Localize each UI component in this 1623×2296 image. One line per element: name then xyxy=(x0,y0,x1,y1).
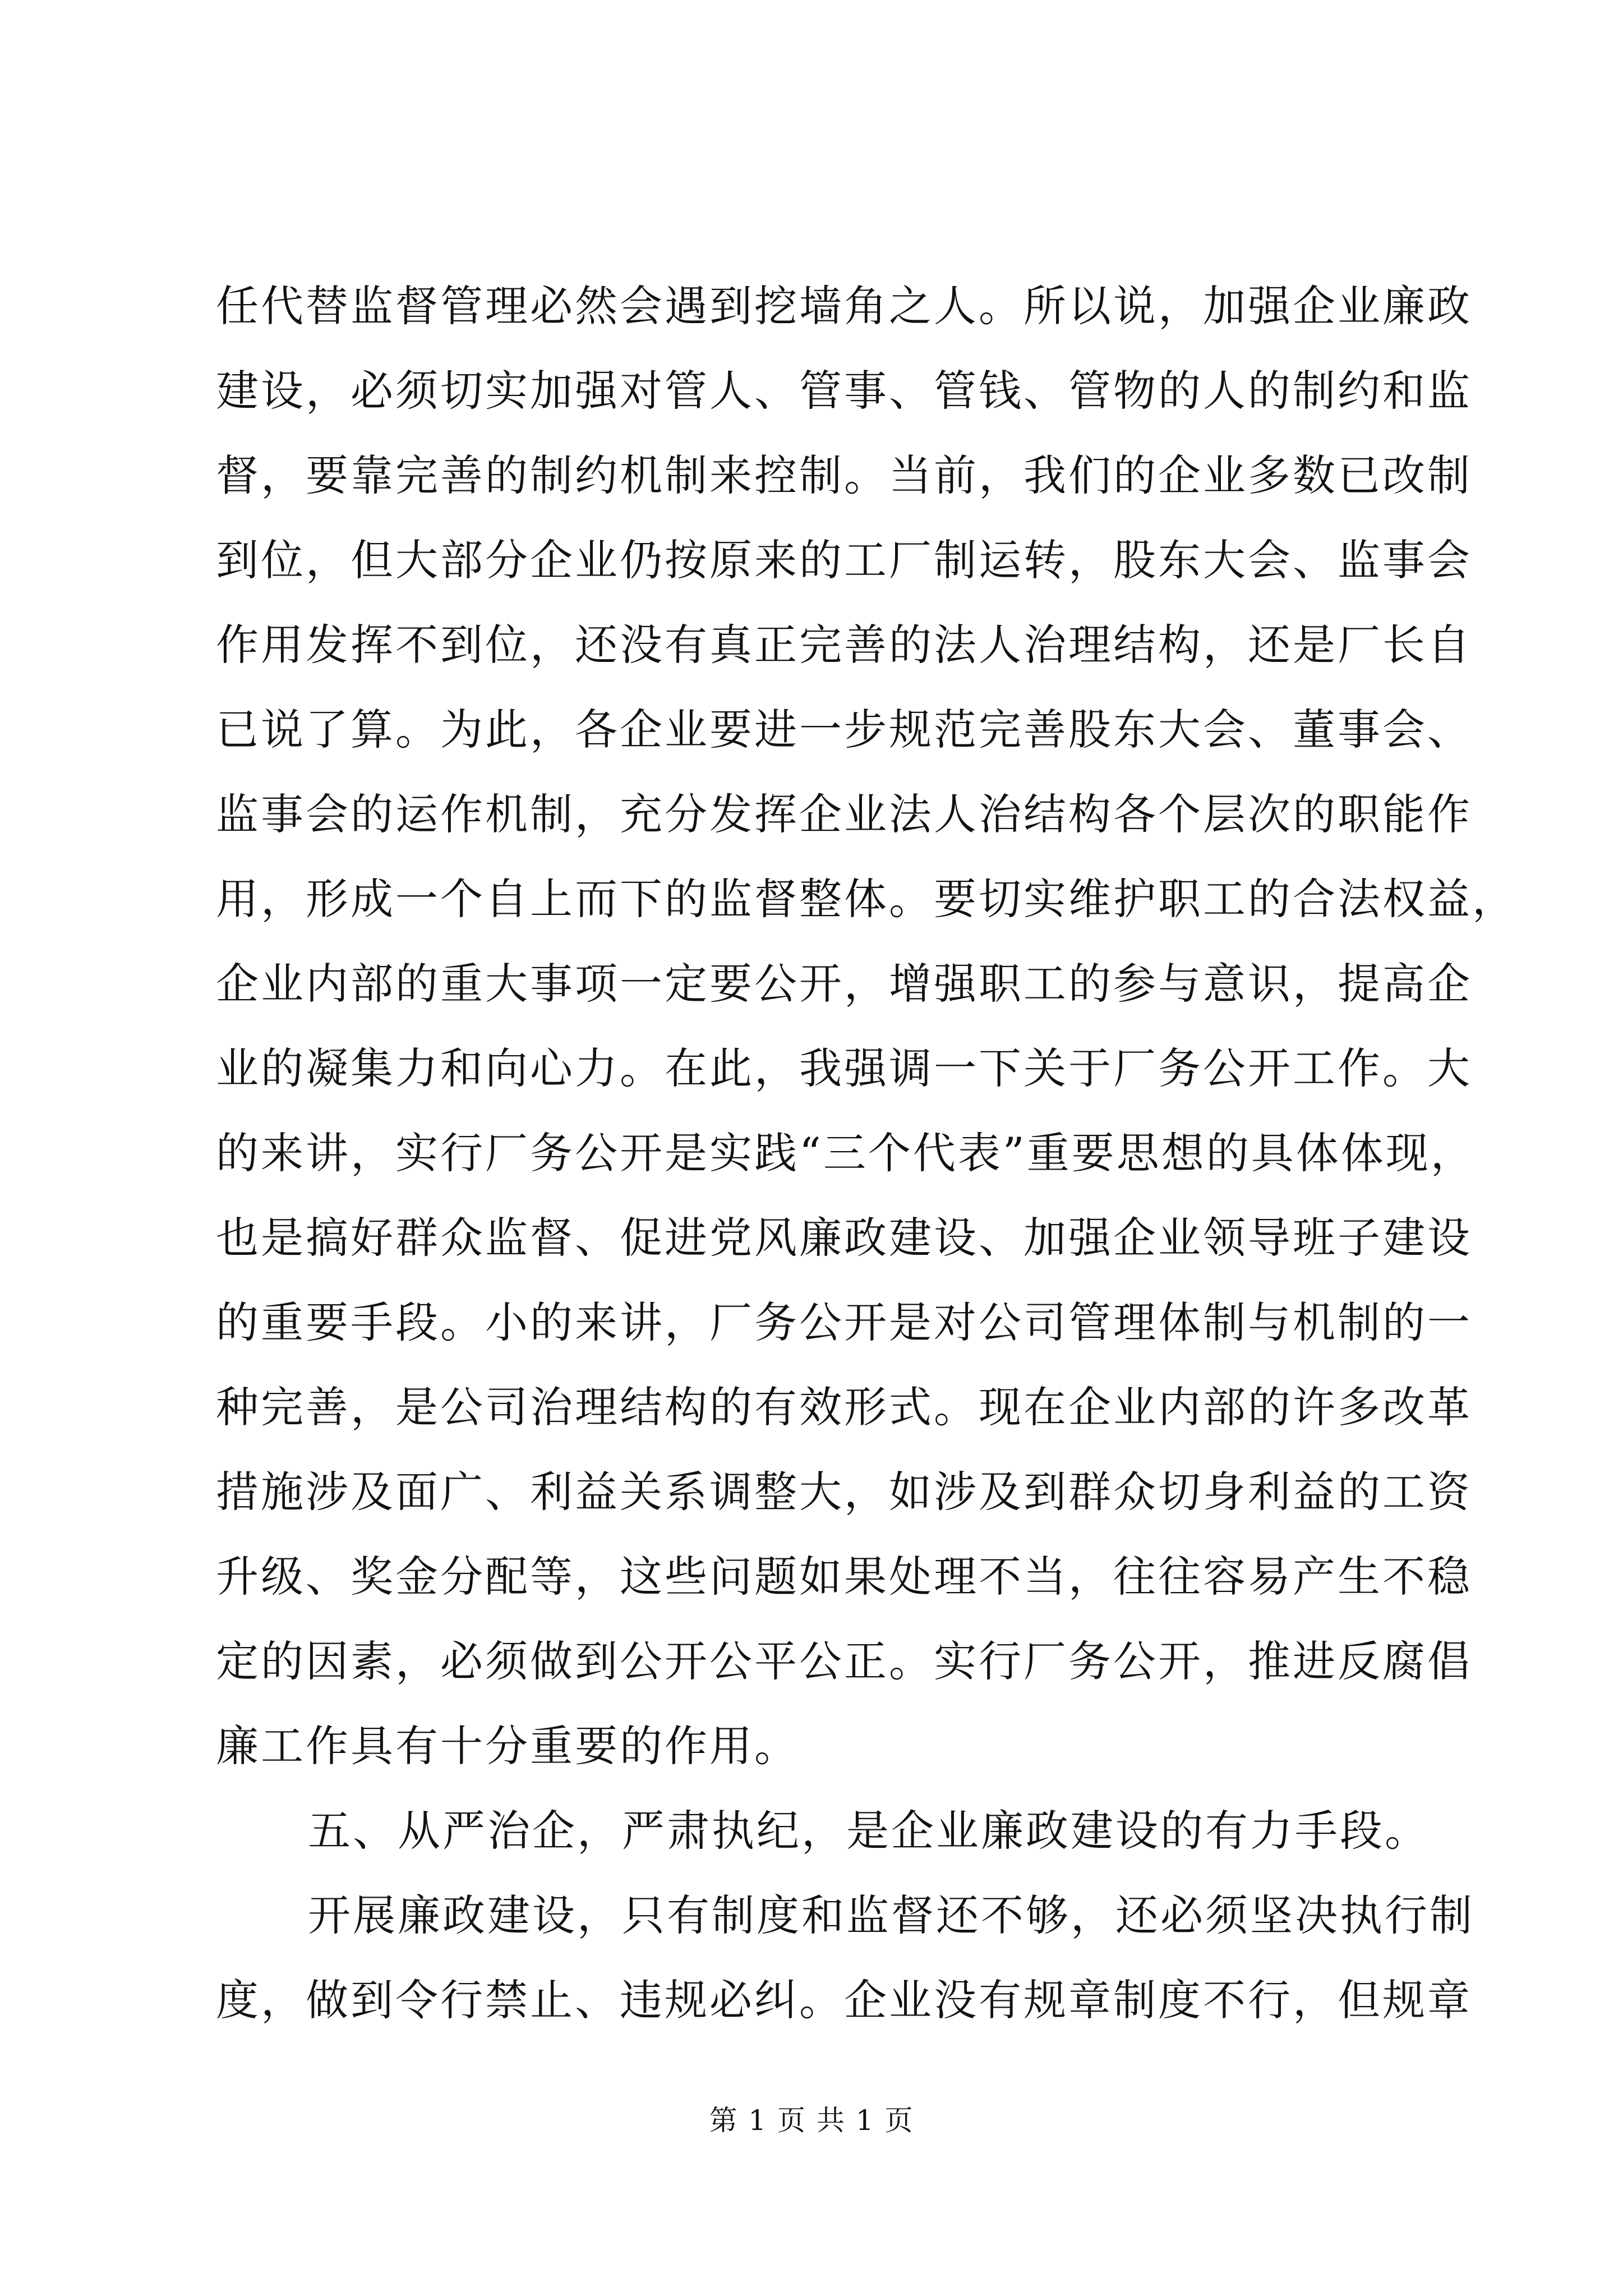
text-line: 定的因素，必须做到公开公平公正。实行厂务公开，推进反腐倡 xyxy=(216,1636,1472,1686)
text-line: 度，做到令行禁止、违规必纠。企业没有规章制度不行，但规章 xyxy=(216,1975,1472,2025)
text-line: 企业内部的重大事项一定要公开，增强职工的参与意识，提高企 xyxy=(216,959,1472,1009)
text-line: 已说了算。为此，各企业要进一步规范完善股东大会、董事会、 xyxy=(216,705,1472,754)
text-line: 作用发挥不到位，还没有真正完善的法人治理结构，还是厂长自 xyxy=(216,620,1472,670)
text-line: 廉工作具有十分重要的作用。 xyxy=(216,1721,799,1771)
section-heading: 五、从严治企，严肃执纪，是企业廉政建设的有力手段。 xyxy=(308,1806,1430,1856)
text-line: 的来讲，实行厂务公开是实践“三个代表”重要思想的具体体现， xyxy=(216,1128,1476,1178)
text-line: 开展廉政建设，只有制度和监督还不够，还必须坚决执行制 xyxy=(308,1890,1474,1940)
text-line: 也是搞好群众监督、促进党风廉政建设、加强企业领导班子建设 xyxy=(216,1213,1472,1263)
text-line: 业的凝集力和向心力。在此，我强调一下关于厂务公开工作。大 xyxy=(216,1043,1472,1093)
text-line: 的重要手段。小的来讲，厂务公开是对公司管理体制与机制的一 xyxy=(216,1297,1472,1347)
text-line: 用，形成一个自上而下的监督整体。要切实维护职工的合法权益， xyxy=(216,874,1517,924)
document-body xyxy=(216,264,1517,2042)
page-number-footer: 第 1 页 共 1 页 xyxy=(709,2104,914,2137)
text-line: 督，要靠完善的制约机制来控制。当前，我们的企业多数已改制 xyxy=(216,450,1472,500)
text-line: 任代替监督管理必然会遇到挖墙角之人。所以说，加强企业廉政 xyxy=(216,281,1472,331)
text-line: 种完善，是公司治理结构的有效形式。现在企业内部的许多改革 xyxy=(216,1382,1472,1432)
text-line: 到位，但大部分企业仍按原来的工厂制运转，股东大会、监事会 xyxy=(216,535,1472,585)
text-line: 建设，必须切实加强对管人、管事、管钱、管物的人的制约和监 xyxy=(216,366,1472,416)
text-line: 监事会的运作机制，充分发挥企业法人治结构各个层次的职能作 xyxy=(216,789,1472,839)
text-line: 升级、奖金分配等，这些问题如果处理不当，往往容易产生不稳 xyxy=(216,1552,1472,1602)
text-line: 措施涉及面广、利益关系调整大，如涉及到群众切身利益的工资 xyxy=(216,1467,1472,1517)
